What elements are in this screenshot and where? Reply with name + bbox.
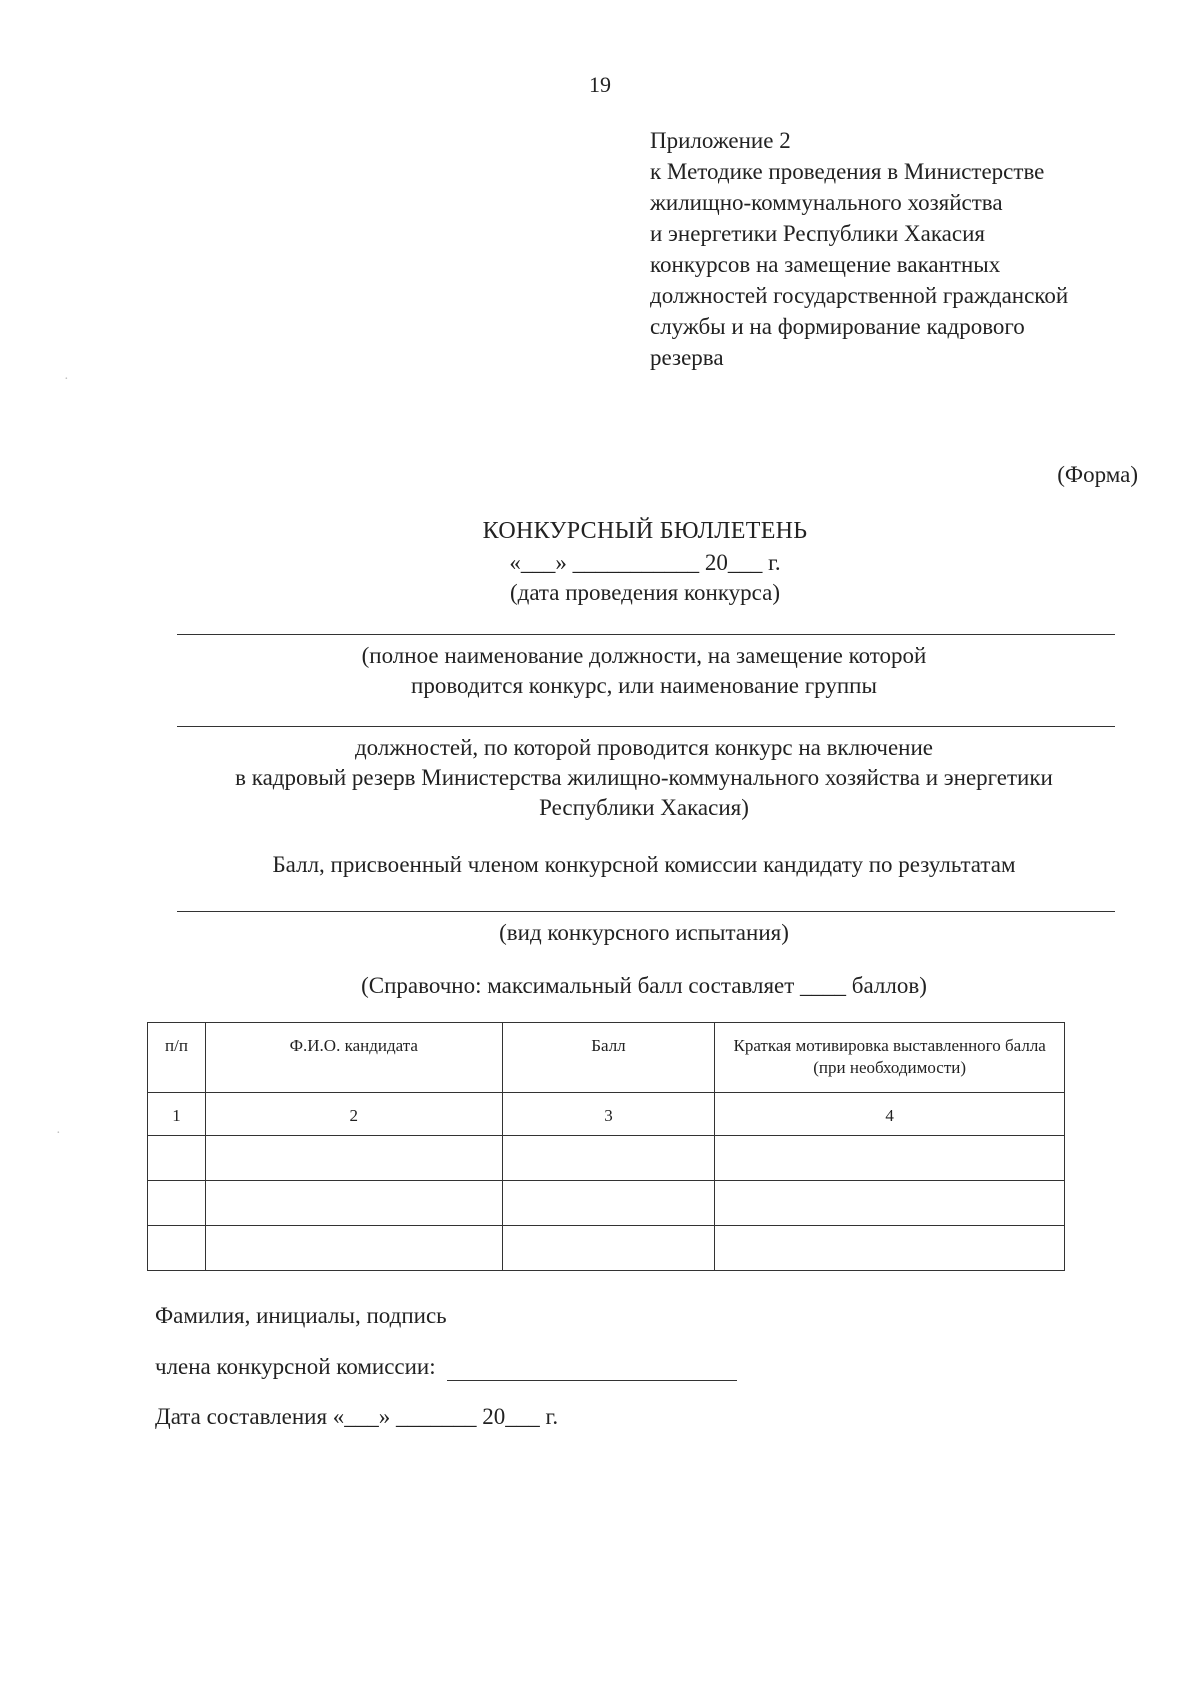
table-cell[interactable] — [502, 1181, 715, 1226]
group-caption-line: в кадровый резерв Министерства жилищно-коммунального хозяйства и энергетики — [235, 765, 1053, 790]
ballot-table — [147, 1022, 1065, 1271]
table-cell[interactable] — [205, 1136, 502, 1181]
table-row — [148, 1181, 1065, 1226]
appendix-line: должностей государственной гражданской — [650, 283, 1069, 308]
appendix-line: Приложение 2 — [650, 128, 791, 153]
commission-member-label: члена конкурсной комиссии: — [155, 1354, 436, 1379]
table-cell[interactable] — [715, 1136, 1065, 1181]
form-label: (Форма) — [1057, 462, 1138, 487]
header-number: п/п — [148, 1023, 206, 1093]
appendix-line: и энергетики Республики Хакасия — [650, 221, 985, 246]
appendix-line: конкурсов на замещение вакантных — [650, 252, 1001, 277]
table-cell[interactable] — [148, 1226, 206, 1271]
table-cell[interactable] — [715, 1181, 1065, 1226]
appendix-line: жилищно-коммунального хозяйства — [650, 190, 1003, 215]
test-type-caption: (вид конкурсного испытания) — [499, 920, 789, 945]
table-cell[interactable] — [205, 1226, 502, 1271]
group-caption — [175, 733, 1113, 823]
score-statement: Балл, присвоенный членом конкурсной комиссии кандидату по результатам — [272, 852, 1016, 877]
table-cell[interactable] — [205, 1181, 502, 1226]
scan-mark: · — [64, 372, 69, 387]
header-justification: Краткая мотивировка выставленного балла (при необходимости) — [715, 1023, 1065, 1093]
ballot-title: КОНКУРСНЫЙ БЮЛЛЕТЕНЬ — [482, 518, 808, 544]
appendix-line: службы и на формирование кадрового — [650, 314, 1025, 339]
table-header-row — [148, 1023, 1065, 1093]
table-cell[interactable] — [715, 1226, 1065, 1271]
table-row — [148, 1136, 1065, 1181]
table-row — [148, 1226, 1065, 1271]
column-index: 1 — [148, 1093, 206, 1136]
signature-label: Фамилия, инициалы, подпись — [155, 1303, 447, 1328]
compilation-date: Дата составления «___» _______ 20___ г. — [155, 1404, 559, 1429]
appendix-reference — [650, 125, 1170, 373]
group-caption-line: должностей, по которой проводится конкурс на включение — [354, 735, 934, 760]
position-name-line[interactable] — [177, 634, 1115, 635]
table-cell[interactable] — [148, 1181, 206, 1226]
position-caption-line: проводится конкурс, или наименование группы — [411, 673, 877, 698]
group-name-line[interactable] — [177, 726, 1115, 727]
test-type-line[interactable] — [177, 911, 1115, 912]
scan-mark: · — [56, 1126, 61, 1141]
column-index: 3 — [502, 1093, 715, 1136]
column-index: 4 — [715, 1093, 1065, 1136]
page-number: 19 — [589, 72, 611, 97]
table-cell[interactable] — [148, 1136, 206, 1181]
appendix-line: к Методике проведения в Министерстве — [650, 159, 1045, 184]
contest-date-line: «___» ___________ 20___ г. — [509, 550, 781, 575]
position-caption — [175, 641, 1113, 701]
table-cell[interactable] — [502, 1136, 715, 1181]
table-index-row — [148, 1093, 1065, 1136]
column-index: 2 — [205, 1093, 502, 1136]
contest-date-caption: (дата проведения конкурса) — [509, 580, 781, 605]
signature-row — [155, 1354, 737, 1381]
signature-field[interactable] — [447, 1354, 737, 1381]
appendix-line: резерва — [650, 345, 724, 370]
table-cell[interactable] — [502, 1226, 715, 1271]
position-caption-line: (полное наименование должности, на замещение которой — [361, 643, 927, 668]
group-caption-line: Республики Хакасия) — [539, 795, 749, 820]
max-score-reference: (Справочно: максимальный балл составляет ____ баллов) — [361, 973, 927, 998]
header-candidate-name: Ф.И.О. кандидата — [205, 1023, 502, 1093]
header-score: Балл — [502, 1023, 715, 1093]
